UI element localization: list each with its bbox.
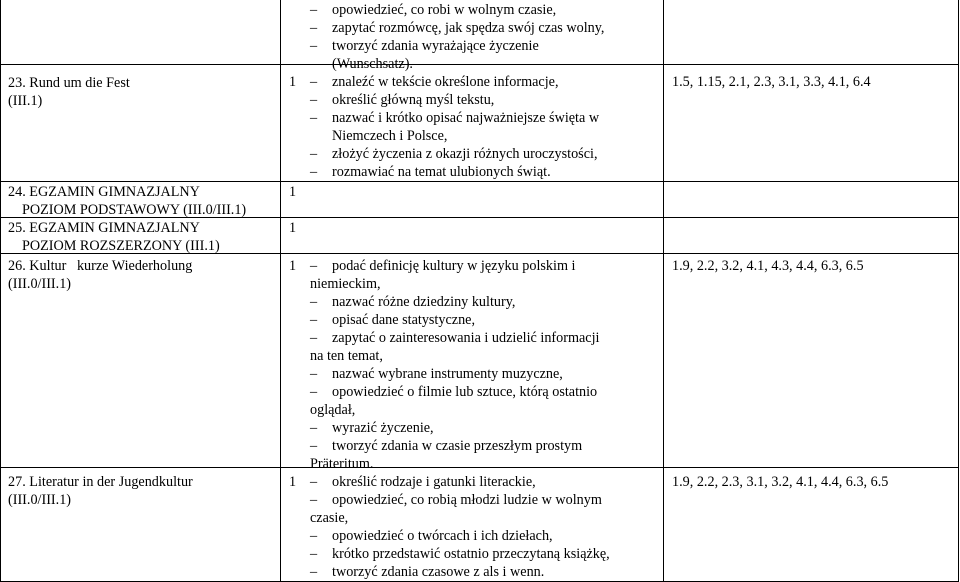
hours-cell: 1 — [289, 184, 297, 200]
topic-title: 27. Literatur in der Jugendkultur — [8, 474, 193, 490]
list-item-continuation: Niemczech i Polsce, — [332, 128, 448, 144]
hours-cell: 1 — [289, 220, 297, 236]
topic-title: 24. EGZAMIN GIMNAZJALNY — [8, 184, 200, 200]
hours-cell: 1 — [289, 474, 297, 490]
list-item: – wyrazić życzenie, — [310, 419, 660, 437]
list-item: – nazwać i krótko opisać najważniejsze święta w — [310, 109, 660, 127]
requirements-codes: 1.9, 2.2, 3.2, 4.1, 4.3, 4.4, 6.3, 6.5 — [672, 258, 864, 274]
column-divider — [280, 0, 281, 582]
table-border-right — [958, 0, 959, 582]
list-item-continuation: na ten temat, — [310, 348, 383, 364]
list-item-continuation: niemieckim, — [310, 276, 381, 292]
list-item: – rozmawiać na temat ulubionych świąt. — [310, 163, 660, 181]
requirements-codes: 1.9, 2.2, 2.3, 3.1, 3.2, 4.1, 4.4, 6.3, 6.5 — [672, 474, 889, 490]
topic-level: POZIOM ROZSZERZONY (III.1) — [22, 238, 220, 254]
topic-level: (III.0/III.1) — [8, 492, 72, 508]
list-item: – zapytać rozmówcę, jak spędza swój czas wolny, — [310, 19, 660, 37]
list-item: – tworzyć zdania w czasie przeszłym prostym — [310, 437, 660, 455]
topic-cell — [8, 183, 246, 219]
list-item: – określić główną myśl tekstu, — [310, 91, 660, 109]
topic-title: 25. EGZAMIN GIMNAZJALNY — [8, 220, 200, 236]
list-item: – opowiedzieć o filmie lub sztuce, którą ostatnio — [310, 383, 660, 401]
list-item: – tworzyć zdania czasowe z als i wenn. — [310, 563, 660, 581]
list-item: – krótko przedstawić ostatnio przeczytaną książkę, — [310, 545, 660, 563]
list-item: – opowiedzieć, co robią młodzi ludzie w wolnym — [310, 491, 660, 509]
list-item: – znaleźć w tekście określone informacje, — [310, 73, 660, 91]
list-item: – nazwać różne dziedziny kultury, — [310, 293, 660, 311]
list-item-continuation: Präteritum. — [310, 456, 374, 472]
topic-level: (III.0/III.1) — [8, 276, 72, 292]
list-item: – tworzyć zdania wyrażające życzenie — [310, 37, 660, 55]
list-item: – opisać dane statystyczne, — [310, 311, 660, 329]
list-item: – opowiedzieć o twórcach i ich dziełach, — [310, 527, 660, 545]
list-item-continuation: czasie, — [310, 510, 349, 526]
hours-cell: 1 — [289, 74, 297, 90]
list-item: – zapytać o zainteresowania i udzielić informacji — [310, 329, 660, 347]
topic-cell — [8, 219, 220, 255]
objectives-list — [310, 1, 660, 73]
column-divider — [663, 0, 664, 582]
requirements-codes: 1.5, 1.15, 2.1, 2.3, 3.1, 3.3, 4.1, 6.4 — [672, 74, 871, 90]
list-item: – złożyć życzenia z okazji różnych uroczystości, — [310, 145, 660, 163]
list-item: – podać definicję kultury w języku polskim i — [310, 257, 660, 275]
hours-cell: 1 — [289, 258, 297, 274]
objectives-list — [310, 473, 660, 581]
topic-title: 23. Rund um die Fest — [8, 75, 130, 91]
row-divider — [0, 181, 959, 182]
list-item-continuation: (Wunschsatz). — [332, 56, 413, 72]
objectives-list — [310, 73, 660, 181]
list-item: – nazwać wybrane instrumenty muzyczne, — [310, 365, 660, 383]
table-border-left — [0, 0, 1, 582]
topic-title: 26. Kultur kurze Wiederholung — [8, 258, 193, 274]
list-item-continuation: oglądał, — [310, 402, 356, 418]
objectives-list — [310, 257, 660, 473]
topic-cell — [8, 74, 130, 110]
topic-level: POZIOM PODSTAWOWY (III.0/III.1) — [22, 202, 247, 218]
topic-level: (III.1) — [8, 93, 43, 109]
list-item: – określić rodzaje i gatunki literackie, — [310, 473, 660, 491]
topic-cell — [8, 257, 192, 293]
topic-cell — [8, 473, 193, 509]
list-item: – opowiedzieć, co robi w wolnym czasie, — [310, 1, 660, 19]
